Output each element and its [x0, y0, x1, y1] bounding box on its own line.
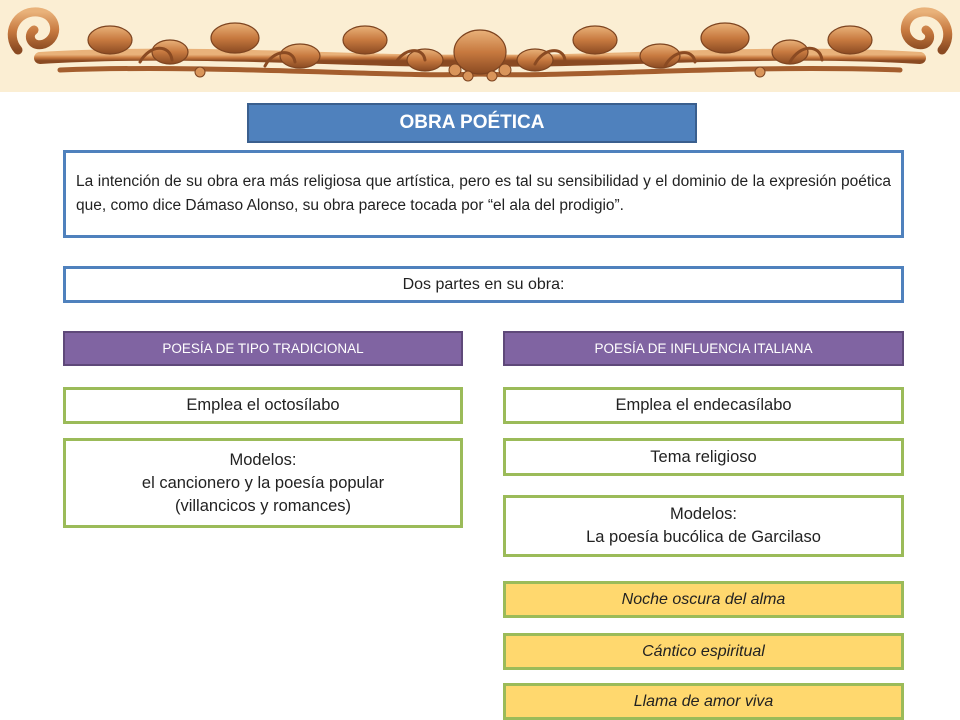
right-meter-box: Emplea el endecasílabo — [503, 387, 904, 424]
carved-scroll-ornament-icon — [0, 0, 960, 92]
parts-label-box: Dos partes en su obra: — [63, 266, 904, 303]
intro-text-box: La intención de su obra era más religiosa que artística, pero es tal su sensibilidad y el dominio de la expresión poética que, como dice Dámaso Alonso, su obra parece tocada por “el ala del prodigio”. — [63, 150, 904, 238]
left-models-line-1: el cancionero y la poesía popular — [141, 473, 385, 492]
page-title: OBRA POÉTICA — [247, 103, 697, 143]
right-theme-box: Tema religioso — [503, 438, 904, 476]
italian-poetry-header: POESÍA DE INFLUENCIA ITALIANA — [503, 331, 904, 366]
work-item: Cántico espiritual — [503, 633, 904, 670]
left-models-line-2: (villancicos y romances) — [174, 496, 352, 515]
left-models-title: Modelos: — [229, 450, 297, 469]
right-models-box — [503, 495, 904, 557]
left-meter-box: Emplea el octosílabo — [63, 387, 463, 424]
work-item: Llama de amor viva — [503, 683, 904, 720]
ornamental-banner — [0, 0, 960, 92]
traditional-poetry-header: POESÍA DE TIPO TRADICIONAL — [63, 331, 463, 366]
work-item: Noche oscura del alma — [503, 581, 904, 618]
right-models-title: Modelos: — [670, 505, 737, 523]
right-models-line-1: La poesía bucólica de Garcilaso — [586, 528, 821, 546]
left-models-box — [63, 438, 463, 528]
